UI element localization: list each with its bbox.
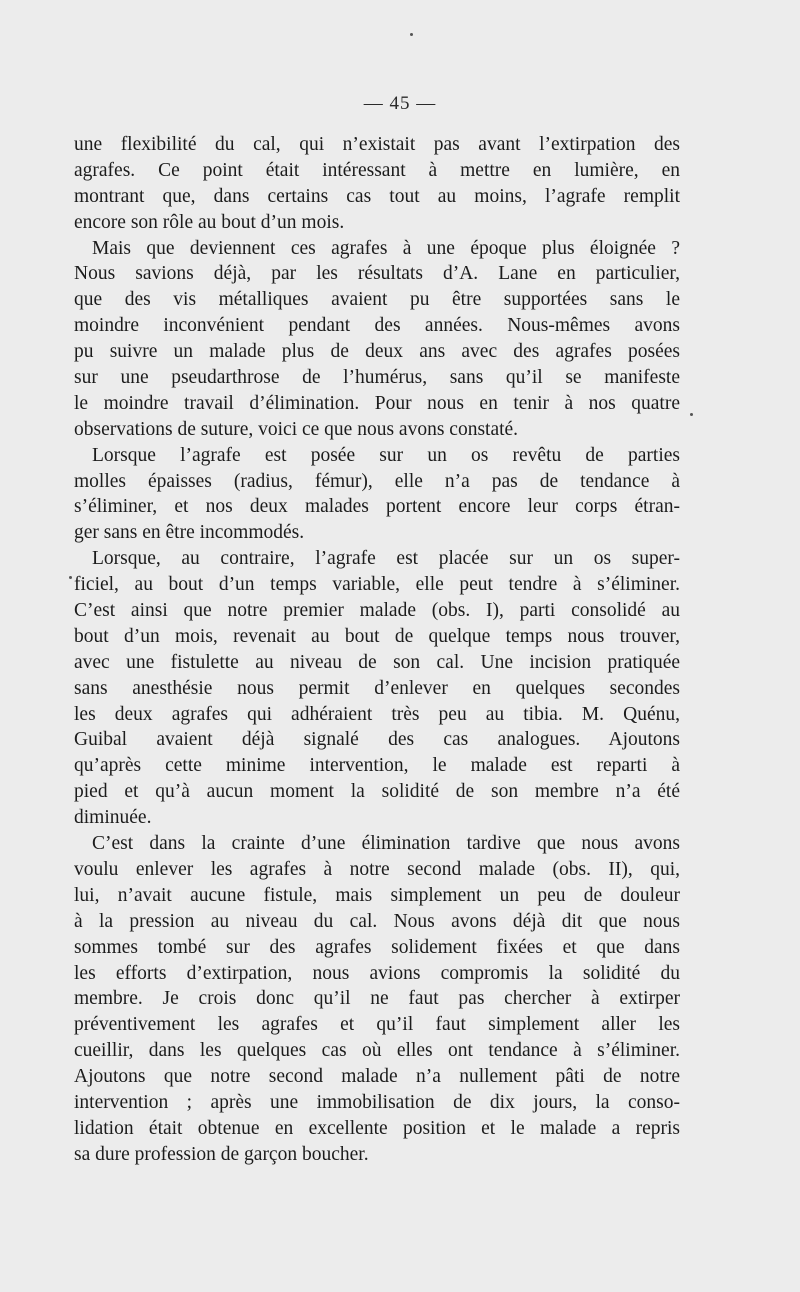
text-line: sans anesthésie nous permit d’enlever en quelques secondes xyxy=(74,677,680,699)
text-line: agrafes. Ce point était intéressant à mettre en lumière, en xyxy=(74,159,680,181)
scan-speck xyxy=(410,33,413,36)
text-line: membre. Je crois donc qu’il ne faut pas chercher à extirper xyxy=(74,988,680,1010)
text-line: s’éliminer, et nos deux malades portent encore leur corps étran- xyxy=(74,496,680,518)
text-line: préventivement les agrafes et qu’il faut simplement aller les xyxy=(74,1014,680,1036)
text-line: moindre inconvénient pendant des années. Nous-mêmes avons xyxy=(74,315,680,337)
text-line: voulu enlever les agrafes à notre second malade (obs. II), qui, xyxy=(74,858,680,880)
text-line: Lorsque l’agrafe est posée sur un os revêtu de parties xyxy=(92,444,680,466)
scan-speck xyxy=(69,576,72,579)
text-line: intervention ; après une immobilisation de dix jours, la conso- xyxy=(74,1091,680,1113)
text-line: C’est ainsi que notre premier malade (obs. I), parti consolidé au xyxy=(74,600,680,622)
text-line: lidation était obtenue en excellente position et le malade a repris xyxy=(74,1117,680,1139)
text-line: bout d’un mois, revenait au bout de quelque temps nous trouver, xyxy=(74,625,680,647)
body-text xyxy=(74,132,680,1168)
text-line: C’est dans la crainte d’une élimination tardive que nous avons xyxy=(92,833,680,855)
text-line: Nous savions déjà, par les résultats d’A. Lane en particulier, xyxy=(74,263,680,285)
text-line: observations de suture, voici ce que nous avons constaté. xyxy=(74,418,519,440)
page-number: — 45 — xyxy=(363,93,437,114)
text-line: Mais que deviennent ces agrafes à une époque plus éloignée ? xyxy=(92,237,680,259)
text-line: sommes tombé sur des agrafes solidement fixées et que dans xyxy=(74,936,680,958)
text-line: une flexibilité du cal, qui n’existait pas avant l’extirpation des xyxy=(74,134,680,155)
text-line: les deux agrafes qui adhéraient très peu au tibia. M. Quénu, xyxy=(74,703,680,725)
text-line: lui, n’avait aucune fistule, mais simplement un peu de douleur xyxy=(74,884,680,906)
text-line: diminuée. xyxy=(74,807,152,829)
text-line: Ajoutons que notre second malade n’a nullement pâti de notre xyxy=(74,1066,680,1088)
text-line: Lorsque, au contraire, l’agrafe est placée sur un os super- xyxy=(92,548,680,570)
text-line: le moindre travail d’élimination. Pour nous en tenir à nos quatre xyxy=(74,392,680,414)
text-line: qu’après cette minime intervention, le malade est reparti à xyxy=(74,755,680,777)
text-line: sur une pseudarthrose de l’humérus, sans qu’il se manifeste xyxy=(74,367,680,389)
text-line: pied et qu’à aucun moment la solidité de son membre n’a été xyxy=(74,781,680,803)
text-line: montrant que, dans certains cas tout au moins, l’agrafe remplit xyxy=(74,185,680,207)
text-line: cueillir, dans les quelques cas où elles ont tendance à s’éliminer. xyxy=(74,1040,680,1062)
text-line: avec une fistulette au niveau de son cal. Une incision pratiquée xyxy=(74,651,680,673)
text-line: encore son rôle au bout d’un mois. xyxy=(74,211,345,233)
text-line: pu suivre un malade plus de deux ans avec des agrafes posées xyxy=(74,341,680,363)
text-line: à la pression au niveau du cal. Nous avons déjà dit que nous xyxy=(74,910,680,932)
text-line: ger sans en être incommodés. xyxy=(74,522,305,544)
text-line: molles épaisses (radius, fémur), elle n’a pas de tendance à xyxy=(74,470,680,492)
text-line: les efforts d’extirpation, nous avions compromis la solidité du xyxy=(74,962,680,984)
scan-speck xyxy=(690,413,693,416)
text-line: Guibal avaient déjà signalé des cas analogues. Ajoutons xyxy=(74,729,680,751)
text-line: que des vis métalliques avaient pu être supportées sans le xyxy=(74,289,680,311)
text-line: ficiel, au bout d’un temps variable, elle peut tendre à s’éliminer. xyxy=(74,574,680,596)
text-line: sa dure profession de garçon boucher. xyxy=(74,1143,369,1165)
